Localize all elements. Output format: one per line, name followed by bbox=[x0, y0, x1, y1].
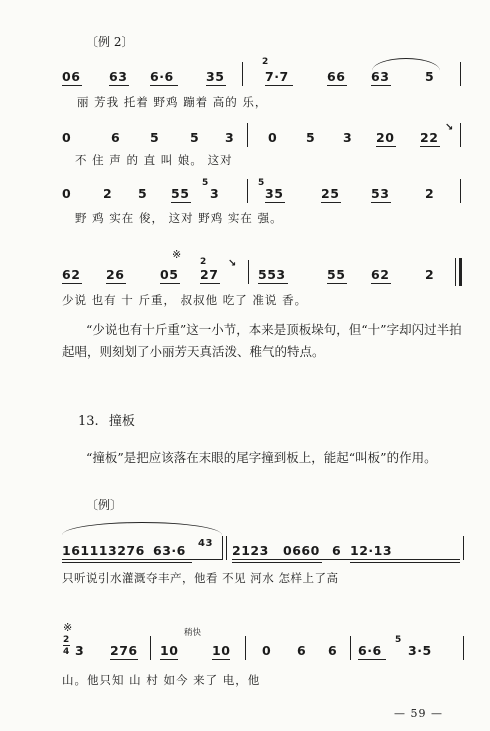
note: 55 bbox=[327, 267, 346, 282]
note: 35 bbox=[265, 186, 284, 201]
grace-note: 5 bbox=[258, 178, 265, 188]
note-group: 5 bbox=[425, 69, 435, 84]
note: 0 bbox=[62, 186, 72, 201]
lyrics-line: 野 鸡 实在 俊， 这对 野鸡 实在 强。 bbox=[75, 211, 283, 225]
grace-note: 5 bbox=[202, 178, 209, 188]
note: 6 bbox=[328, 643, 338, 658]
note: 6 bbox=[111, 130, 121, 145]
note: 10 bbox=[212, 643, 231, 658]
page-number: — 59 — bbox=[394, 707, 443, 720]
grace-note: 5 bbox=[395, 635, 402, 645]
note: 5 bbox=[138, 186, 148, 201]
note-group: 6·6 bbox=[150, 69, 174, 84]
lyrics-line: 丽 芳我 托着 野鸡 蹦着 高的 乐， bbox=[77, 95, 268, 109]
note-group: 66 bbox=[327, 69, 346, 84]
note: 2 bbox=[425, 186, 435, 201]
note: 20 bbox=[376, 130, 395, 145]
section-heading bbox=[78, 410, 135, 429]
note: 22 bbox=[420, 130, 439, 145]
body-paragraph: “少说也有十斤重”这一小节，本来是顶板垛句，但“十”字却闪过半拍起唱，则刻划了小丽芳天真活泼、稚气的特点。 bbox=[62, 322, 462, 359]
note: 62 bbox=[62, 267, 81, 282]
body-paragraph: “撞板”是把应该落在末眼的尾字撞到板上，能起“叫板”的作用。 bbox=[86, 450, 437, 465]
note: 2123 bbox=[232, 543, 269, 558]
note: 26 bbox=[106, 267, 125, 282]
lyrics-line: 不 住 声 的 直 叫 娘。 这对 bbox=[75, 153, 233, 167]
time-signature-bottom: 4 bbox=[63, 647, 70, 657]
note: 0 bbox=[62, 130, 72, 145]
lyrics-line: 山。他只知 山 村 如今 来了 电，他 bbox=[62, 673, 261, 687]
lyrics-line: 少说 也有 十 斤重， 叔叔他 吃了 准说 香。 bbox=[62, 293, 308, 307]
note: 6 bbox=[332, 543, 342, 558]
note: 3 bbox=[343, 130, 353, 145]
section-number: 13. bbox=[78, 414, 99, 429]
note-group: 63 bbox=[371, 69, 390, 84]
note: 3276 bbox=[108, 543, 145, 558]
note-group: 7·7 bbox=[265, 69, 289, 84]
breath-mark: ↘ bbox=[228, 258, 237, 269]
note: 63·6 bbox=[153, 543, 186, 558]
note: 6 bbox=[297, 643, 307, 658]
note: 53 bbox=[371, 186, 390, 201]
grace-note: 2 bbox=[262, 57, 269, 67]
note: 3 bbox=[210, 186, 220, 201]
note: 0 bbox=[268, 130, 278, 145]
note: 3 bbox=[75, 643, 85, 658]
note: 2 bbox=[103, 186, 113, 201]
section-title: 撞板 bbox=[108, 414, 135, 429]
note: 43 bbox=[198, 538, 213, 549]
note: 553 bbox=[258, 267, 286, 282]
example-label: 〔例 2〕 bbox=[86, 35, 134, 49]
time-signature-top: 2 bbox=[63, 635, 70, 645]
note-group: 63 bbox=[109, 69, 128, 84]
note: 276 bbox=[110, 643, 138, 658]
note: 6·6 bbox=[358, 643, 382, 658]
grace-note: 2 bbox=[200, 257, 207, 267]
note: 55 bbox=[171, 186, 190, 201]
breath-mark: ↘ bbox=[445, 122, 454, 133]
note: 3·5 bbox=[408, 643, 432, 658]
segno-mark: ※ bbox=[63, 621, 73, 634]
note: 2 bbox=[425, 267, 435, 282]
note: 12·13 bbox=[350, 543, 393, 558]
segno-mark: ※ bbox=[172, 248, 182, 261]
lyrics-line: 只听说引水灌溉夺丰产，他看 不见 河水 怎样上了高 bbox=[62, 571, 339, 585]
note: 25 bbox=[321, 186, 340, 201]
note: 5 bbox=[150, 130, 160, 145]
note: 16111 bbox=[62, 543, 108, 558]
note-group: 06 bbox=[62, 69, 81, 84]
note: 3 bbox=[225, 130, 235, 145]
note: 62 bbox=[371, 267, 390, 282]
tempo-marking: 稍快 bbox=[184, 628, 202, 638]
note: 27 bbox=[200, 267, 219, 282]
note: 5 bbox=[306, 130, 316, 145]
note: 5 bbox=[190, 130, 200, 145]
note: 05 bbox=[160, 267, 179, 282]
example-label: 〔例〕 bbox=[86, 498, 123, 512]
note: 0 bbox=[262, 643, 272, 658]
note-group: 35 bbox=[206, 69, 225, 84]
note: 0660 bbox=[283, 543, 320, 558]
note: 10 bbox=[160, 643, 179, 658]
